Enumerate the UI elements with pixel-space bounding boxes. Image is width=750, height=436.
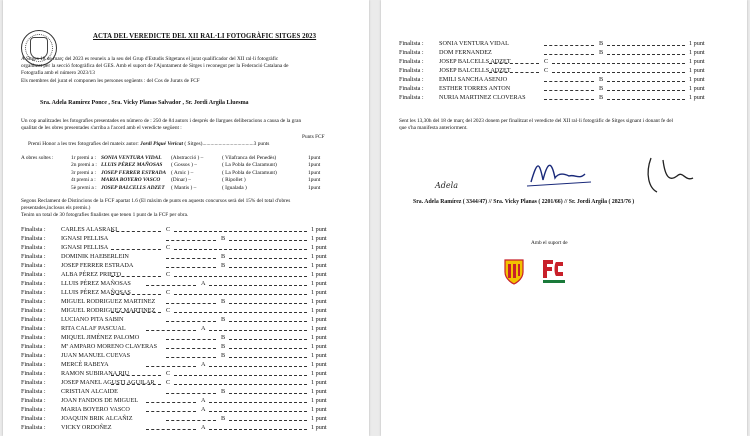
finalist-label: Finalista : — [399, 76, 424, 83]
finalist-row — [21, 379, 341, 388]
finalist-row — [21, 271, 341, 280]
finalist-row — [21, 244, 341, 253]
finalist-points: 1 punt — [689, 58, 705, 65]
intro-paragraph — [21, 56, 356, 85]
finalist-name: RAMON SUBIRANA RIU — [61, 370, 130, 377]
finalist-label: Finalista : — [21, 406, 46, 413]
finalist-name: IGNASI PELLISA — [61, 235, 109, 242]
dash-leader — [607, 54, 685, 55]
finalist-row — [21, 235, 341, 244]
prize-points: 1punt — [308, 177, 321, 184]
dash-leader — [552, 72, 685, 73]
dash-leader — [544, 90, 594, 91]
finalist-label: Finalista : — [399, 85, 424, 92]
finalist-row — [21, 253, 341, 262]
prize-rank: 2n premi a : — [71, 162, 97, 169]
finalist-label: Finalista : — [21, 262, 46, 269]
finalist-name: DOM FERNANDEZ — [439, 49, 492, 56]
honor-rest: ( Sitges)......................................3 punts — [184, 141, 270, 147]
finalist-points: 1 punt — [311, 325, 327, 332]
finalist-points: 1 punt — [311, 334, 327, 341]
signature-vicky — [531, 165, 585, 182]
finalist-points: 1 punt — [311, 298, 327, 305]
finalist-name: SONIA VENTURA VIDAL — [439, 40, 509, 47]
finalist-label: Finalista : — [21, 352, 46, 359]
dash-leader — [489, 63, 539, 64]
regulation-line: Tenim un total de 30 fotografies finalistes que tenen 1 punt de la FCF per obra. — [21, 212, 189, 219]
signatures-line: Sra. Adela Ramírez ( 3344/47) // Sra. Vicky Planas ( 2201/66) // Sr. Jordi Argila ( 2823/76 ) — [413, 199, 635, 205]
dash-leader — [174, 231, 307, 232]
finalist-label: Finalista : — [21, 235, 46, 242]
finalist-category: C — [166, 244, 171, 251]
finalist-points: 1 punt — [311, 316, 327, 323]
finalist-points: 1 punt — [311, 271, 327, 278]
finalist-points: 1 punt — [311, 262, 327, 269]
finalist-points: 1 punt — [311, 352, 327, 359]
finalist-label: Finalista : — [21, 334, 46, 341]
dash-leader — [607, 45, 685, 46]
dash-leader — [146, 330, 196, 331]
finalist-name: CRISTIAN ALCAIDE — [61, 388, 118, 395]
finalist-row — [399, 49, 719, 58]
handwritten-signatures — [419, 152, 719, 198]
finalist-row — [21, 316, 341, 325]
dash-leader — [166, 420, 216, 421]
finalist-points: 1 punt — [311, 370, 327, 377]
dash-leader — [489, 72, 539, 73]
finalist-name: JOAQUIN BRIK ALCAÑIZ — [61, 415, 133, 422]
dash-leader — [544, 54, 594, 55]
finalist-name: LLUIS PÉREZ MAÑOSAS — [61, 280, 131, 287]
finalist-name: ESTHER TORRES ANTON — [439, 85, 511, 92]
finalist-name: RITA CALAF PASCUAL — [61, 325, 126, 332]
finalist-category: A — [201, 325, 206, 332]
finalist-points: 1 punt — [689, 76, 705, 83]
finalist-name: NURIA MARTINEZ CLOVERAS — [439, 94, 526, 101]
finalist-name: ALBA PÉREZ PRIETO — [61, 271, 122, 278]
finalist-points: 1 punt — [689, 85, 705, 92]
finalist-label: Finalista : — [21, 280, 46, 287]
prize-place: ( Vilafranca del Penedès) — [222, 155, 277, 161]
finalist-row — [399, 67, 719, 76]
finalist-points: 1 punt — [311, 424, 327, 431]
intro-line: A Sitges 18 de març del 2023 es reuneix a la seu del Grup d'Estudis Sitgetans el jurat qualificador del XII ral·li fotogràfic — [21, 56, 279, 62]
dash-leader — [229, 348, 307, 349]
finalist-points: 1 punt — [311, 235, 327, 242]
prize-rank: 5è premi a : — [71, 184, 97, 191]
fcf-logo-icon — [541, 256, 567, 286]
dash-leader — [111, 312, 161, 313]
finalist-name: LUCIANO PITA SABIN — [61, 316, 124, 323]
finalist-row — [399, 40, 719, 49]
dash-leader — [146, 402, 196, 403]
finalist-label: Finalista : — [21, 370, 46, 377]
finalist-name: IGNASI PELLISA — [61, 244, 109, 251]
dash-leader — [111, 384, 161, 385]
finalist-label: Finalista : — [21, 343, 46, 350]
finalist-category: C — [166, 370, 171, 377]
dash-leader — [209, 402, 307, 403]
finalist-row — [21, 415, 341, 424]
finalist-name: MIGUEL RODRIGUEZ MARTINEZ — [61, 307, 156, 314]
dash-leader — [111, 231, 161, 232]
dash-leader — [146, 429, 196, 430]
dash-leader — [607, 99, 685, 100]
finalist-row — [21, 406, 341, 415]
finalist-row — [21, 424, 341, 433]
closing-paragraph — [399, 118, 734, 132]
prize-theme: ( Arnic ) – — [171, 169, 194, 176]
finalist-category: B — [599, 76, 604, 83]
finalist-row — [21, 325, 341, 334]
prize-winner-name: JOSEP BALCELLS ADZET — [101, 184, 165, 191]
analysis-line: Un cop analitzades les fotografies presentades en número de : 250 de 84 autors i després de llargues deliberacions a causa de la gran — [21, 118, 302, 124]
finalist-label: Finalista : — [21, 388, 46, 395]
dash-leader — [544, 81, 594, 82]
analysis-paragraph — [21, 118, 356, 132]
dash-leader — [166, 357, 216, 358]
finalist-label: Finalista : — [21, 298, 46, 305]
finalist-category: B — [599, 85, 604, 92]
finalist-row — [21, 388, 341, 397]
document-page-right — [381, 0, 747, 436]
dash-leader — [111, 294, 161, 295]
finalist-label: Finalista : — [21, 325, 46, 332]
prize-points: 1punt — [308, 169, 321, 176]
finalist-label: Finalista : — [21, 289, 46, 296]
dash-leader — [174, 375, 307, 376]
ajuntament-sitges-shield-icon — [501, 256, 527, 288]
dash-leader — [209, 429, 307, 430]
dash-leader — [174, 294, 307, 295]
dash-leader — [174, 312, 307, 313]
prize-rank: 1r premi a : — [71, 155, 96, 161]
finalist-category: A — [201, 424, 206, 431]
jury-members: Sra. Adela Ramírez Ponce , Sra. Vicky Planas Salvador , Sr. Jordi Argila Lluesma — [40, 100, 249, 106]
honor-name: Jordi Piqué Vericat — [140, 141, 183, 147]
dash-leader — [111, 276, 161, 277]
signature-vicky-underline — [527, 182, 591, 186]
finalist-name: MIGUEL RODRIGUEZ MARTINEZ — [61, 298, 156, 305]
finalist-row — [21, 370, 341, 379]
finalist-category: B — [599, 40, 604, 47]
finalist-label: Finalista : — [21, 361, 46, 368]
finalist-points: 1 punt — [689, 40, 705, 47]
finalist-points: 1 punt — [311, 253, 327, 260]
finalist-label: Finalista : — [21, 379, 46, 386]
finalist-row — [21, 226, 341, 235]
dash-leader — [146, 285, 196, 286]
finalist-name: JOSEP BALCELLS ADZET — [439, 67, 511, 74]
finalist-points: 1 punt — [311, 289, 327, 296]
prize-points: 1punt — [308, 155, 321, 161]
dash-leader — [174, 384, 307, 385]
intro-line: organitzat per la secció fotogràfica del GES. Amb el suport de l'Ajuntament de Sitges i reconegut per la Federació Catalana de — [21, 63, 289, 70]
prize-points: 1punt — [308, 162, 321, 169]
finalist-name: JUAN MANUEL CUEVAS — [61, 352, 131, 359]
dash-leader — [229, 240, 307, 241]
analysis-line: qualitat de les obres presentades s'arriba a l'acord amb el veredicte següent : — [21, 125, 182, 132]
finalist-row — [21, 352, 341, 361]
finalist-points: 1 punt — [689, 49, 705, 56]
document-title: ACTA DEL VEREDICTE DEL XII RAL·LI FOTOGRÀFIC SITGES 2023 — [93, 33, 317, 40]
finalist-name: DOMINIK HAEBERLEIN — [61, 253, 129, 260]
finalist-category: B — [221, 352, 226, 359]
finalist-label: Finalista : — [21, 271, 46, 278]
prize-winner-name: MARIA BOYERO VASCO — [101, 177, 161, 184]
finalist-points: 1 punt — [311, 280, 327, 287]
finalist-label: Finalista : — [21, 307, 46, 314]
finalist-name: JOAN FANDOS DE MIGUEL — [61, 397, 139, 404]
prize-theme: (Abstracció ) – — [171, 155, 204, 161]
finalist-category: C — [544, 67, 549, 74]
dash-leader — [209, 411, 307, 412]
finalist-row — [21, 397, 341, 406]
finalist-category: C — [166, 307, 171, 314]
finalist-label: Finalista : — [21, 226, 46, 233]
dash-leader — [229, 393, 307, 394]
finalist-name: Mª AMPARO MORENO CLAVERAS — [61, 343, 158, 350]
dash-leader — [607, 90, 685, 91]
finalist-label: Finalista : — [399, 67, 424, 74]
finalist-name: LLUIS PÉREZ MAÑOSAS — [61, 289, 131, 296]
finalist-category: B — [221, 343, 226, 350]
finalist-label: Finalista : — [21, 415, 46, 422]
dash-leader — [544, 99, 594, 100]
dash-leader — [209, 285, 307, 286]
dash-leader — [209, 366, 307, 367]
finalist-row — [21, 361, 341, 370]
dash-leader — [174, 276, 307, 277]
finalist-category: A — [201, 361, 206, 368]
dash-leader — [552, 63, 685, 64]
finalist-category: C — [166, 289, 171, 296]
finalist-category: B — [599, 49, 604, 56]
dash-leader — [166, 321, 216, 322]
finalist-category: B — [221, 316, 226, 323]
dash-leader — [166, 303, 216, 304]
finalist-name: JOSEP FERRER ESTRADA — [61, 262, 134, 269]
dash-leader — [544, 45, 594, 46]
signature-jordi — [648, 158, 693, 192]
intro-line: Fotografia amb el número 2023/13 — [21, 70, 95, 77]
intro-line: Els membres del jurat el componen les persones següents : del Cos de Jurats de FCF — [21, 77, 200, 84]
finalist-category: A — [201, 397, 206, 404]
finalist-row — [21, 298, 341, 307]
finalist-points: 1 punt — [311, 379, 327, 386]
dash-leader — [166, 339, 216, 340]
dash-leader — [146, 366, 196, 367]
dash-leader — [166, 393, 216, 394]
finalist-row — [21, 334, 341, 343]
prizes-label: A obres soltes : — [21, 155, 54, 161]
finalist-category: B — [221, 262, 226, 269]
finalist-label: Finalista : — [21, 397, 46, 404]
honor-prefix: Premi Honor a les tres fotografies del mateix autor: — [28, 141, 139, 147]
prize-rank: 3r premi a : — [71, 169, 96, 176]
finalist-label: Finalista : — [399, 58, 424, 65]
finalist-category: B — [221, 415, 226, 422]
finalist-row — [399, 76, 719, 85]
finalist-points: 1 punt — [689, 94, 705, 101]
dash-leader — [146, 411, 196, 412]
dash-leader — [166, 258, 216, 259]
finalist-category: B — [221, 298, 226, 305]
regulation-line: presentades,inclosos els premis.) — [21, 205, 91, 212]
dash-leader — [229, 258, 307, 259]
support-label: Amb el suport de — [531, 240, 568, 246]
dash-leader — [229, 420, 307, 421]
points-header: Punts FCF — [302, 134, 325, 140]
dash-leader — [229, 339, 307, 340]
finalist-label: Finalista : — [399, 40, 424, 47]
finalist-category: B — [221, 388, 226, 395]
prize-points: 1punt — [308, 184, 321, 191]
finalist-points: 1 punt — [311, 226, 327, 233]
prize-place: ( Ripollet ) — [222, 177, 246, 184]
finalist-category: C — [166, 226, 171, 233]
finalist-name: JOSEP MANEL AGUSTI AGUILAR — [61, 379, 155, 386]
dash-leader — [166, 267, 216, 268]
closing-line: que s'ha manifesta anteriorment. — [399, 125, 468, 132]
finalist-category: B — [599, 94, 604, 101]
finalist-points: 1 punt — [311, 397, 327, 404]
closing-line: Sent les 13,30h del 18 de març del 2023 donem per finalitzat el veredicte del XII ral·li fotogràfic de Sitges signant i donant fe del — [399, 118, 674, 124]
prize-place: ( La Pobla de Claramunt) — [222, 169, 277, 176]
prize-rank: 4t premi a : — [71, 177, 96, 184]
finalist-category: B — [221, 334, 226, 341]
finalist-points: 1 punt — [311, 415, 327, 422]
finalist-category: B — [221, 235, 226, 242]
finalist-points: 1 punt — [311, 388, 327, 395]
regulation-line: Segons Reclament de Distincions de la FCF apartat 1.6 (El màxim de punts en aquests concursos serà del 15% del total d'obres — [21, 198, 291, 204]
dash-leader — [229, 357, 307, 358]
dash-leader — [166, 348, 216, 349]
federacio-catalana-fotografia-logo — [541, 256, 567, 286]
dash-leader — [229, 267, 307, 268]
finalist-row — [399, 85, 719, 94]
finalist-row — [21, 343, 341, 352]
prize-winner-name: JOSEP FERRER ESTRADA — [101, 169, 167, 176]
finalist-name: CARLES ALASRAKI — [61, 226, 118, 233]
finalist-points: 1 punt — [311, 406, 327, 413]
finalist-points: 1 punt — [689, 67, 705, 74]
finalist-row — [399, 94, 719, 103]
finalist-name: MARIA BOYERO VASCO — [61, 406, 130, 413]
prize-theme: (Dinar) – — [171, 177, 191, 184]
finalist-row — [21, 289, 341, 298]
finalist-label: Finalista : — [399, 94, 424, 101]
finalist-label: Finalista : — [21, 424, 46, 431]
prize-theme: ( Mantis ) – — [171, 184, 197, 191]
dash-leader — [229, 321, 307, 322]
document-page-left — [3, 0, 369, 436]
prize-winner-name: LLUIS PÉREZ MAÑOSAS — [101, 162, 163, 169]
dash-leader — [111, 249, 161, 250]
finalist-category: C — [166, 379, 171, 386]
finalist-category: C — [166, 271, 171, 278]
finalist-label: Finalista : — [21, 253, 46, 260]
dash-leader — [607, 81, 685, 82]
finalist-category: A — [201, 280, 206, 287]
dash-leader — [209, 330, 307, 331]
finalist-category: A — [201, 406, 206, 413]
honor-prize — [28, 141, 269, 147]
finalist-category: B — [221, 253, 226, 260]
finalist-points: 1 punt — [311, 307, 327, 314]
prize-theme: ( Gossos ) – — [171, 162, 197, 169]
finalist-points: 1 punt — [311, 343, 327, 350]
finalist-row — [21, 280, 341, 289]
prize-winner-name: SONIA VENTURA VIDAL — [101, 155, 162, 161]
regulation-paragraph — [21, 198, 356, 220]
ajuntament-sitges-logo — [501, 256, 527, 288]
finalist-name: MERCÈ RABEYA — [61, 361, 109, 368]
finalist-name: VICKY ORDOÑEZ — [61, 424, 112, 431]
dash-leader — [174, 249, 307, 250]
prize-place: ( Igualada ) — [222, 184, 247, 191]
finalist-label: Finalista : — [21, 316, 46, 323]
signature-adela: Adela — [435, 181, 458, 190]
finalist-name: JOSEP BALCELLS ADZET — [439, 58, 511, 65]
dash-leader — [111, 375, 161, 376]
dash-leader — [166, 240, 216, 241]
finalist-row — [399, 58, 719, 67]
finalist-category: C — [544, 58, 549, 65]
prize-place: ( La Pobla de Claramunt) — [222, 162, 277, 169]
finalist-label: Finalista : — [21, 244, 46, 251]
finalist-name: EMILI SANCHA ASENJO — [439, 76, 508, 83]
finalist-points: 1 punt — [311, 244, 327, 251]
finalist-label: Finalista : — [399, 49, 424, 56]
finalist-name: MIQUEL JIMÉNEZ PALOMO — [61, 334, 140, 341]
dash-leader — [229, 303, 307, 304]
finalist-points: 1 punt — [311, 361, 327, 368]
finalist-row — [21, 262, 341, 271]
finalist-row — [21, 307, 341, 316]
